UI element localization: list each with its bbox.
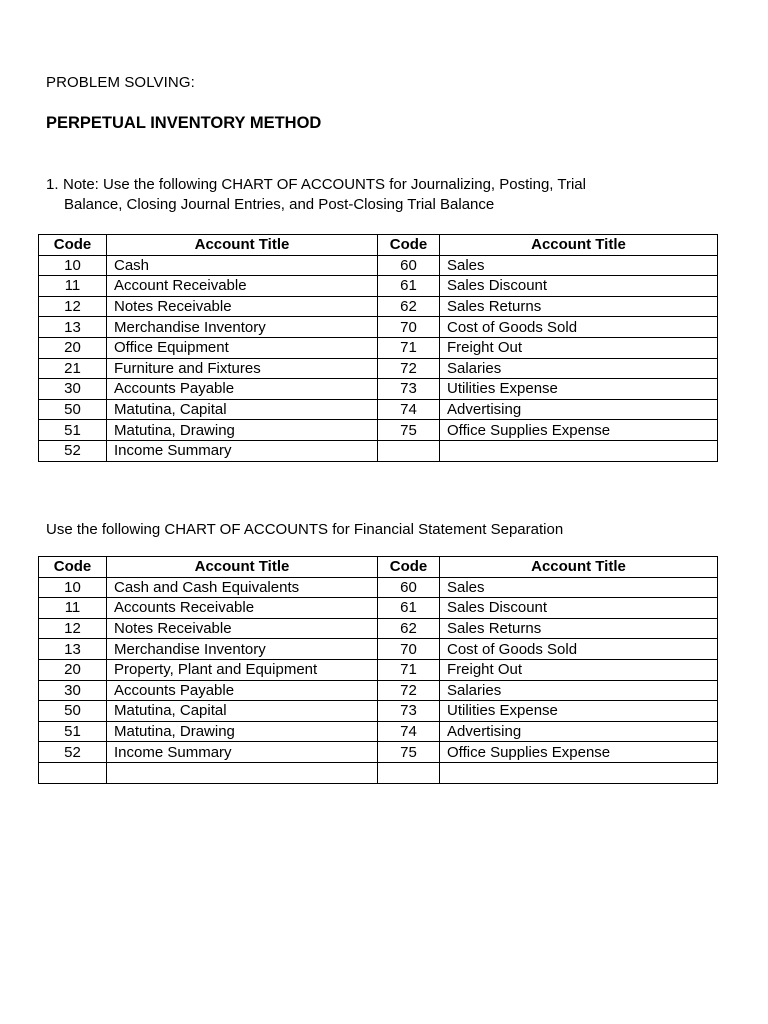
- table-row: [39, 721, 718, 742]
- account-code: 70: [378, 317, 440, 338]
- table-row: [39, 337, 718, 358]
- table-row: [39, 317, 718, 338]
- account-title: Cost of Goods Sold: [440, 317, 718, 338]
- account-code: [39, 762, 107, 783]
- account-title: Matutina, Drawing: [107, 420, 378, 441]
- account-title: Office Equipment: [107, 337, 378, 358]
- account-title: Salaries: [440, 358, 718, 379]
- account-title: Sales Returns: [440, 296, 718, 317]
- account-title: Matutina, Capital: [107, 399, 378, 420]
- account-title: Cost of Goods Sold: [440, 639, 718, 660]
- account-code: 20: [39, 659, 107, 680]
- account-title: Sales: [440, 255, 718, 276]
- account-code: 51: [39, 420, 107, 441]
- page-title: PERPETUAL INVENTORY METHOD: [46, 114, 322, 132]
- account-title: Sales Returns: [440, 618, 718, 639]
- account-title: Accounts Payable: [107, 379, 378, 400]
- account-code: 70: [378, 639, 440, 660]
- account-code: 75: [378, 420, 440, 441]
- table-row: [39, 440, 718, 461]
- account-title: Utilities Expense: [440, 379, 718, 400]
- account-title: Sales: [440, 577, 718, 598]
- account-code: 11: [39, 598, 107, 619]
- problem-label: PROBLEM SOLVING:: [46, 74, 195, 91]
- account-code: 30: [39, 680, 107, 701]
- account-title: Sales Discount: [440, 276, 718, 297]
- account-title: Income Summary: [107, 440, 378, 461]
- account-code: 73: [378, 379, 440, 400]
- note-line-1: Note: Use the following CHART OF ACCOUNTS for Journalizing, Posting, Trial: [63, 176, 586, 193]
- account-code: 50: [39, 701, 107, 722]
- account-code: [378, 762, 440, 783]
- account-code: 74: [378, 399, 440, 420]
- account-title: Cash: [107, 255, 378, 276]
- account-title: Notes Receivable: [107, 296, 378, 317]
- account-title: [440, 440, 718, 461]
- table-row: [39, 358, 718, 379]
- account-code: 74: [378, 721, 440, 742]
- note-line-2: Balance, Closing Journal Entries, and Post-Closing Trial Balance: [64, 196, 495, 213]
- table-row: [39, 296, 718, 317]
- column-header-code: Code: [39, 557, 107, 578]
- account-title: Office Supplies Expense: [440, 742, 718, 763]
- account-code: 72: [378, 680, 440, 701]
- account-code: 20: [39, 337, 107, 358]
- table-row: [39, 379, 718, 400]
- account-title: Accounts Payable: [107, 680, 378, 701]
- account-title: Notes Receivable: [107, 618, 378, 639]
- table-row: [39, 680, 718, 701]
- table-row: [39, 639, 718, 660]
- account-code: 52: [39, 440, 107, 461]
- section-intro: Use the following CHART OF ACCOUNTS for Financial Statement Separation: [46, 521, 564, 538]
- table-row: [39, 762, 718, 783]
- account-code: 30: [39, 379, 107, 400]
- table-header-row: [39, 235, 718, 256]
- account-code: 72: [378, 358, 440, 379]
- account-code: 71: [378, 659, 440, 680]
- account-title: Advertising: [440, 399, 718, 420]
- account-title: Account Receivable: [107, 276, 378, 297]
- column-header-account-title: Account Title: [440, 557, 718, 578]
- table-row: [39, 399, 718, 420]
- account-title: [440, 762, 718, 783]
- table-row: [39, 255, 718, 276]
- account-title: Merchandise Inventory: [107, 639, 378, 660]
- chart-of-accounts-table-financial-statements: [38, 556, 718, 784]
- chart-of-accounts-table-journalizing: [38, 234, 718, 462]
- account-code: 52: [39, 742, 107, 763]
- account-code: 60: [378, 577, 440, 598]
- account-title: Office Supplies Expense: [440, 420, 718, 441]
- account-title: Accounts Receivable: [107, 598, 378, 619]
- column-header-code: Code: [39, 235, 107, 256]
- account-code: 75: [378, 742, 440, 763]
- account-code: 61: [378, 276, 440, 297]
- account-title: Property, Plant and Equipment: [107, 659, 378, 680]
- table-row: [39, 276, 718, 297]
- column-header-account-title: Account Title: [107, 557, 378, 578]
- account-code: 62: [378, 296, 440, 317]
- column-header-account-title: Account Title: [440, 235, 718, 256]
- account-code: 71: [378, 337, 440, 358]
- account-title: Income Summary: [107, 742, 378, 763]
- account-title: Freight Out: [440, 337, 718, 358]
- account-title: Matutina, Drawing: [107, 721, 378, 742]
- table-row: [39, 742, 718, 763]
- account-title: Sales Discount: [440, 598, 718, 619]
- account-title: Matutina, Capital: [107, 701, 378, 722]
- column-header-code: Code: [378, 557, 440, 578]
- account-title: Furniture and Fixtures: [107, 358, 378, 379]
- account-code: 13: [39, 639, 107, 660]
- account-code: [378, 440, 440, 461]
- account-code: 12: [39, 296, 107, 317]
- table-header-row: [39, 557, 718, 578]
- column-header-account-title: Account Title: [107, 235, 378, 256]
- account-code: 13: [39, 317, 107, 338]
- account-title: Advertising: [440, 721, 718, 742]
- table-row: [39, 659, 718, 680]
- instruction-note: [46, 175, 736, 215]
- account-code: 10: [39, 255, 107, 276]
- account-code: 11: [39, 276, 107, 297]
- account-title: Merchandise Inventory: [107, 317, 378, 338]
- account-code: 21: [39, 358, 107, 379]
- account-code: 50: [39, 399, 107, 420]
- account-title: Salaries: [440, 680, 718, 701]
- account-code: 73: [378, 701, 440, 722]
- column-header-code: Code: [378, 235, 440, 256]
- account-code: 61: [378, 598, 440, 619]
- account-code: 60: [378, 255, 440, 276]
- account-title: [107, 762, 378, 783]
- table-row: [39, 701, 718, 722]
- account-title: Cash and Cash Equivalents: [107, 577, 378, 598]
- account-code: 12: [39, 618, 107, 639]
- table-row: [39, 577, 718, 598]
- table-row: [39, 598, 718, 619]
- account-title: Freight Out: [440, 659, 718, 680]
- table-row: [39, 420, 718, 441]
- table-row: [39, 618, 718, 639]
- account-code: 51: [39, 721, 107, 742]
- account-code: 62: [378, 618, 440, 639]
- account-title: Utilities Expense: [440, 701, 718, 722]
- note-number: 1.: [46, 176, 59, 193]
- account-code: 10: [39, 577, 107, 598]
